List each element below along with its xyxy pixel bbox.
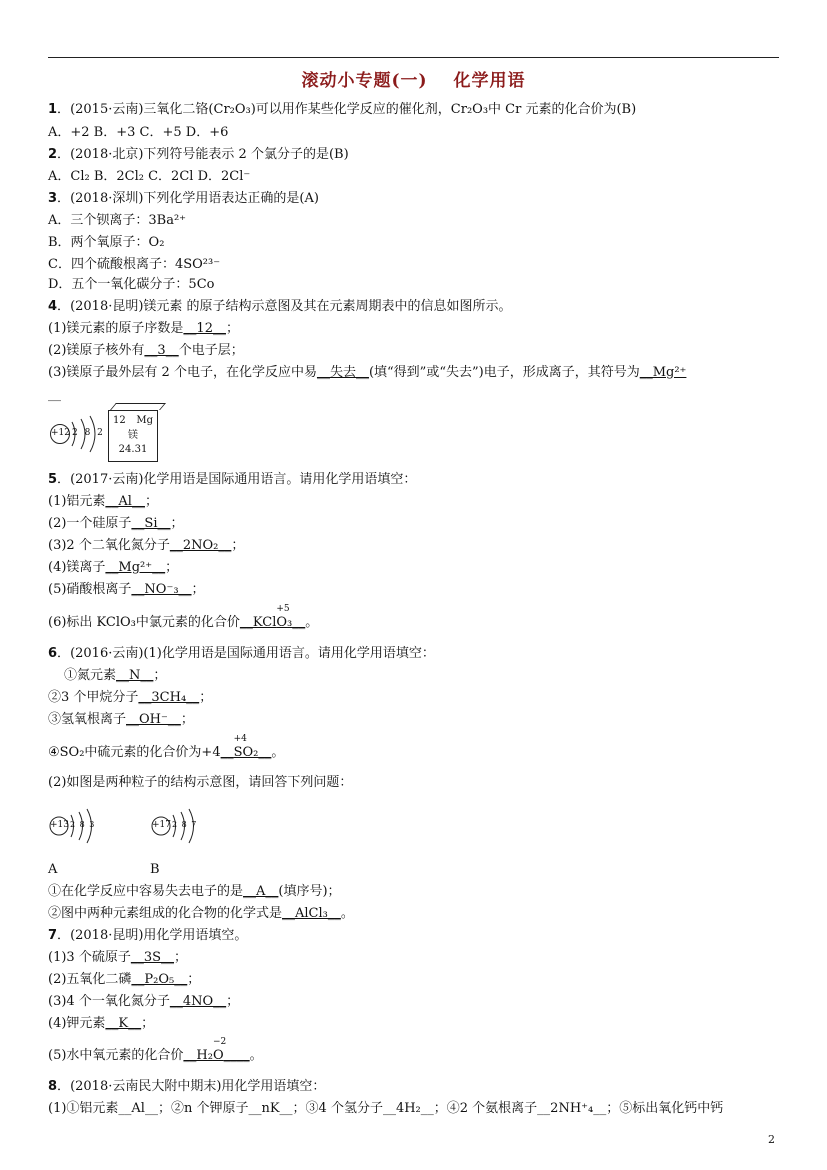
q7-item5-answer-c: ____	[223, 1048, 250, 1063]
mg-nucleus-charge: +12	[51, 428, 70, 438]
q6-item4-answer-a: __	[220, 745, 234, 760]
q6-number: 6	[48, 646, 58, 661]
q3-option-c: C．四个硫酸根离子：4SO²³⁻	[48, 257, 221, 272]
q6-item-2	[48, 689, 212, 707]
q7-item-answer: __P₂O₅__	[131, 972, 188, 987]
q7-item-post: ；	[187, 972, 201, 987]
q6-stem: (2016·云南)(1)化学用语是国际通用语言。请用化学用语填空：	[70, 646, 435, 661]
q3-option-d: D．五个一氧化碳分子：5Co	[48, 277, 215, 292]
q5-item6-answer-c: ₃__	[287, 615, 306, 630]
q2-stem-line: 2．(2018·北京)下列符号能表示 2 个氯分子的是(B)	[48, 147, 349, 162]
q5-item6-answer-b: O	[276, 615, 288, 630]
q5-number: 5	[48, 472, 58, 487]
q5-item-3	[48, 537, 244, 555]
q4-part2-post: 个电子层；	[178, 343, 244, 358]
q4-part2-text: (2)镁原子核外有	[48, 343, 145, 358]
q6-item-answer: __OH⁻__	[126, 712, 181, 727]
atom-b-label: B	[150, 862, 160, 877]
q6-item-text: ③氢氧根离子	[48, 712, 127, 727]
q6-qa1-post: (填序号)；	[278, 884, 341, 899]
q7-item-2	[48, 971, 200, 989]
q5-item-post: ；	[231, 538, 245, 553]
q5-item6-text: (6)标出 KClO₃中氯元素的化合价	[48, 615, 240, 630]
q5-item-answer: __Al__	[105, 494, 145, 509]
q1-stem: (2015·云南)三氧化二铬(Cr₂O₃)可以用作某些化学反应的催化剂，Cr₂O₃中 Cr 元素的化合价为(B)	[70, 102, 637, 117]
q6-item4-post: 。	[271, 745, 285, 760]
title-sub: 化学用语	[453, 71, 526, 91]
q5-item-2	[48, 515, 184, 533]
q5-item-post: ；	[191, 582, 205, 597]
q4-part3-tail: __	[48, 387, 61, 402]
q1-number: 1	[48, 102, 58, 117]
q5-item-text: (2)一个硅原子	[48, 516, 132, 531]
q5-item-4	[48, 559, 178, 577]
q6-qa2-post: 。	[340, 906, 354, 921]
q5-item-1	[48, 493, 158, 511]
q6-item-post: ；	[199, 690, 213, 705]
q4-part3	[48, 364, 686, 382]
q8-stem-line: 8．(2018·云南民大附中期末)用化学用语填空：	[48, 1079, 326, 1094]
atom-a-diagram	[48, 808, 100, 844]
q4-part2-answer: __3__	[144, 343, 179, 358]
mg-name: 镁	[128, 430, 138, 441]
q7-item5-answer-a: __H₂	[183, 1048, 213, 1063]
q7-item-3	[48, 993, 239, 1011]
q4-part3-text: (3)镁原子最外层有 2 个电子，在化学反应中易	[48, 365, 317, 380]
q4-part1-answer: __12__	[183, 321, 226, 336]
q6-item4-valence: +4	[233, 734, 247, 744]
q6-qa2-answer: __AlCl₃__	[282, 906, 341, 921]
q6-qa2-text: ②图中两种元素组成的化合物的化学式是	[48, 906, 283, 921]
q8-line: (1)①铝元素__Al__；②n 个钾原子__nK__；③4 个氢分子__4H₂__；④2 个氨根离子__2NH⁺₄__；⑤标出氧化钙中钙	[48, 1101, 724, 1116]
q3-number: 3	[48, 191, 58, 206]
q7-stem-line: 7．(2018·昆明)用化学用语填空。	[48, 928, 248, 943]
q8-number: 8	[48, 1079, 58, 1094]
q7-item-answer: __4NO__	[169, 994, 227, 1009]
mg-periodic-tile	[108, 410, 158, 462]
q3-stem-line: 3．(2018·深圳)下列化学用语表达正确的是(A)	[48, 191, 319, 206]
q6-item-post: ；	[180, 712, 194, 727]
atom-a-label: A	[48, 862, 58, 877]
q3-stem: (2018·深圳)下列化学用语表达正确的是(A)	[70, 191, 319, 206]
q5-item-answer: __NO⁻₃__	[131, 582, 192, 597]
q6-item-text: ②3 个甲烷分子	[48, 690, 139, 705]
q4-part3-answer2: __Mg²⁺	[639, 365, 687, 380]
q7-item5-post: 。	[249, 1048, 263, 1063]
q6-item4-answer-b: S	[233, 745, 243, 760]
top-rule	[48, 57, 779, 58]
q7-item-5	[48, 1037, 263, 1065]
q7-item-post: ；	[226, 994, 240, 1009]
q5-item6-valence: +5	[276, 604, 290, 614]
atom-a-nucleus: +13	[50, 820, 69, 830]
q4-number: 4	[48, 299, 58, 314]
q7-item-post: ；	[141, 1016, 155, 1031]
q5-item6-post: 。	[305, 615, 319, 630]
q8-stem: (2018·云南民大附中期末)用化学用语填空：	[70, 1079, 326, 1094]
q5-stem: (2017·云南)化学用语是国际通用语言。请用化学用语填空：	[70, 472, 417, 487]
mg-atomic-mass: 24.31	[118, 444, 148, 455]
atom-b-diagram	[150, 808, 202, 844]
q5-item-6	[48, 604, 319, 632]
q6-item-post: ；	[153, 668, 167, 683]
q5-item-text: (3)2 个二氧化氮分子	[48, 538, 170, 553]
q3-option-b: B．两个氧原子：O₂	[48, 235, 165, 250]
q1-options: A．+2 B．+3 C．+5 D．+6	[48, 125, 229, 140]
q7-item-post: ；	[174, 950, 188, 965]
q5-item-text: (4)镁离子	[48, 560, 106, 575]
q4-stem: (2018·昆明)镁元素 的原子结构示意图及其在元素周期表中的信息如图所示。	[70, 299, 512, 314]
q7-stem: (2018·昆明)用化学用语填空。	[70, 928, 248, 943]
q6-part2-stem: (2)如图是两种粒子的结构示意图，请回答下列问题：	[48, 775, 353, 790]
q5-stem-line: 5．(2017·云南)化学用语是国际通用语言。请用化学用语填空：	[48, 472, 417, 487]
q7-item5-valence: −2	[212, 1037, 227, 1047]
mg-atomic-number: 12	[113, 415, 126, 426]
q6-item-1	[64, 667, 166, 685]
q6-stem-line: 6．(2016·云南)(1)化学用语是国际通用语言。请用化学用语填空：	[48, 646, 435, 661]
q5-item-text: (1)铝元素	[48, 494, 106, 509]
q5-item-post: ；	[165, 560, 179, 575]
q4-part3-mid: (填“得到”或“失去”)电子，形成离子，其符号为	[368, 365, 640, 380]
q5-item6-answer-a: __KCl	[239, 615, 277, 630]
q2-options: A．Cl₂ B．2Cl₂ C．2Cl D．2Cl⁻	[48, 169, 251, 184]
q3-option-a: A．三个钡离子：3Ba²⁺	[48, 213, 187, 228]
atom-b-nucleus: +17	[152, 820, 171, 830]
q6-item-answer: __3CH₄__	[138, 690, 200, 705]
q7-item5-text: (5)水中氧元素的化合价	[48, 1048, 184, 1063]
atom-a-shells: 2 8 3	[70, 820, 96, 829]
q6-item-text: ①氮元素	[64, 668, 117, 683]
q6-item4-text: ④SO₂中硫元素的化合价为+4	[48, 745, 221, 760]
q5-item-post: ；	[144, 494, 158, 509]
q7-item-text: (3)4 个一氧化氮分子	[48, 994, 170, 1009]
q6-item-4	[48, 734, 285, 762]
q6-qa1-answer: __A__	[243, 884, 279, 899]
q6-item4-answer-c: O₂__	[242, 745, 272, 760]
page-title	[0, 66, 827, 91]
q6-qa2	[48, 905, 354, 923]
q7-item-text: (4)钾元素	[48, 1016, 106, 1031]
q5-item-answer: __2NO₂__	[169, 538, 232, 553]
q4-part1-post: ；	[225, 321, 239, 336]
mg-tile-top	[110, 403, 166, 410]
q1-stem-line: 1．(2015·云南)三氧化二铬(Cr₂O₃)可以用作某些化学反应的催化剂，Cr₂O₃中 Cr 元素的化合价为(B)	[48, 102, 637, 117]
mg-atom-diagram	[48, 414, 106, 454]
q5-item-post: ；	[170, 516, 184, 531]
q7-item-4	[48, 1015, 154, 1033]
q4-stem-line: 4．(2018·昆明)镁元素 的原子结构示意图及其在元素周期表中的信息如图所示。	[48, 299, 512, 314]
q6-qa1	[48, 883, 341, 901]
q7-item-answer: __K__	[105, 1016, 142, 1031]
q7-item-answer: __3S__	[130, 950, 175, 965]
q5-item-text: (5)硝酸根离子	[48, 582, 132, 597]
q2-stem: (2018·北京)下列符号能表示 2 个氯分子的是(B)	[70, 147, 349, 162]
atom-b-shells: 2 8 7	[172, 820, 198, 829]
q4-part2	[48, 342, 244, 360]
q7-item-text: (1)3 个硫原子	[48, 950, 131, 965]
page-number: 2	[768, 1133, 775, 1146]
q6-qa1-text: ①在化学反应中容易失去电子的是	[48, 884, 244, 899]
title-main: 滚动小专题(一)	[301, 71, 428, 91]
q5-item-5	[48, 581, 205, 599]
q7-item-1	[48, 949, 187, 967]
q6-item-answer: __N__	[116, 668, 154, 683]
q2-number: 2	[48, 147, 58, 162]
q5-item-answer: __Mg²⁺__	[105, 560, 166, 575]
q5-item-answer: __Si__	[131, 516, 171, 531]
q7-item5-answer-b: O	[212, 1048, 224, 1063]
q7-number: 7	[48, 928, 58, 943]
q7-item-text: (2)五氧化二磷	[48, 972, 132, 987]
mg-electron-shells: 2 8 2	[72, 428, 105, 438]
q4-part3-answer: __失去__	[316, 365, 369, 380]
q4-part1-text: (1)镁元素的原子序数是	[48, 321, 184, 336]
q4-part1	[48, 320, 239, 338]
mg-symbol: Mg	[136, 415, 153, 426]
q6-item-3	[48, 711, 194, 729]
